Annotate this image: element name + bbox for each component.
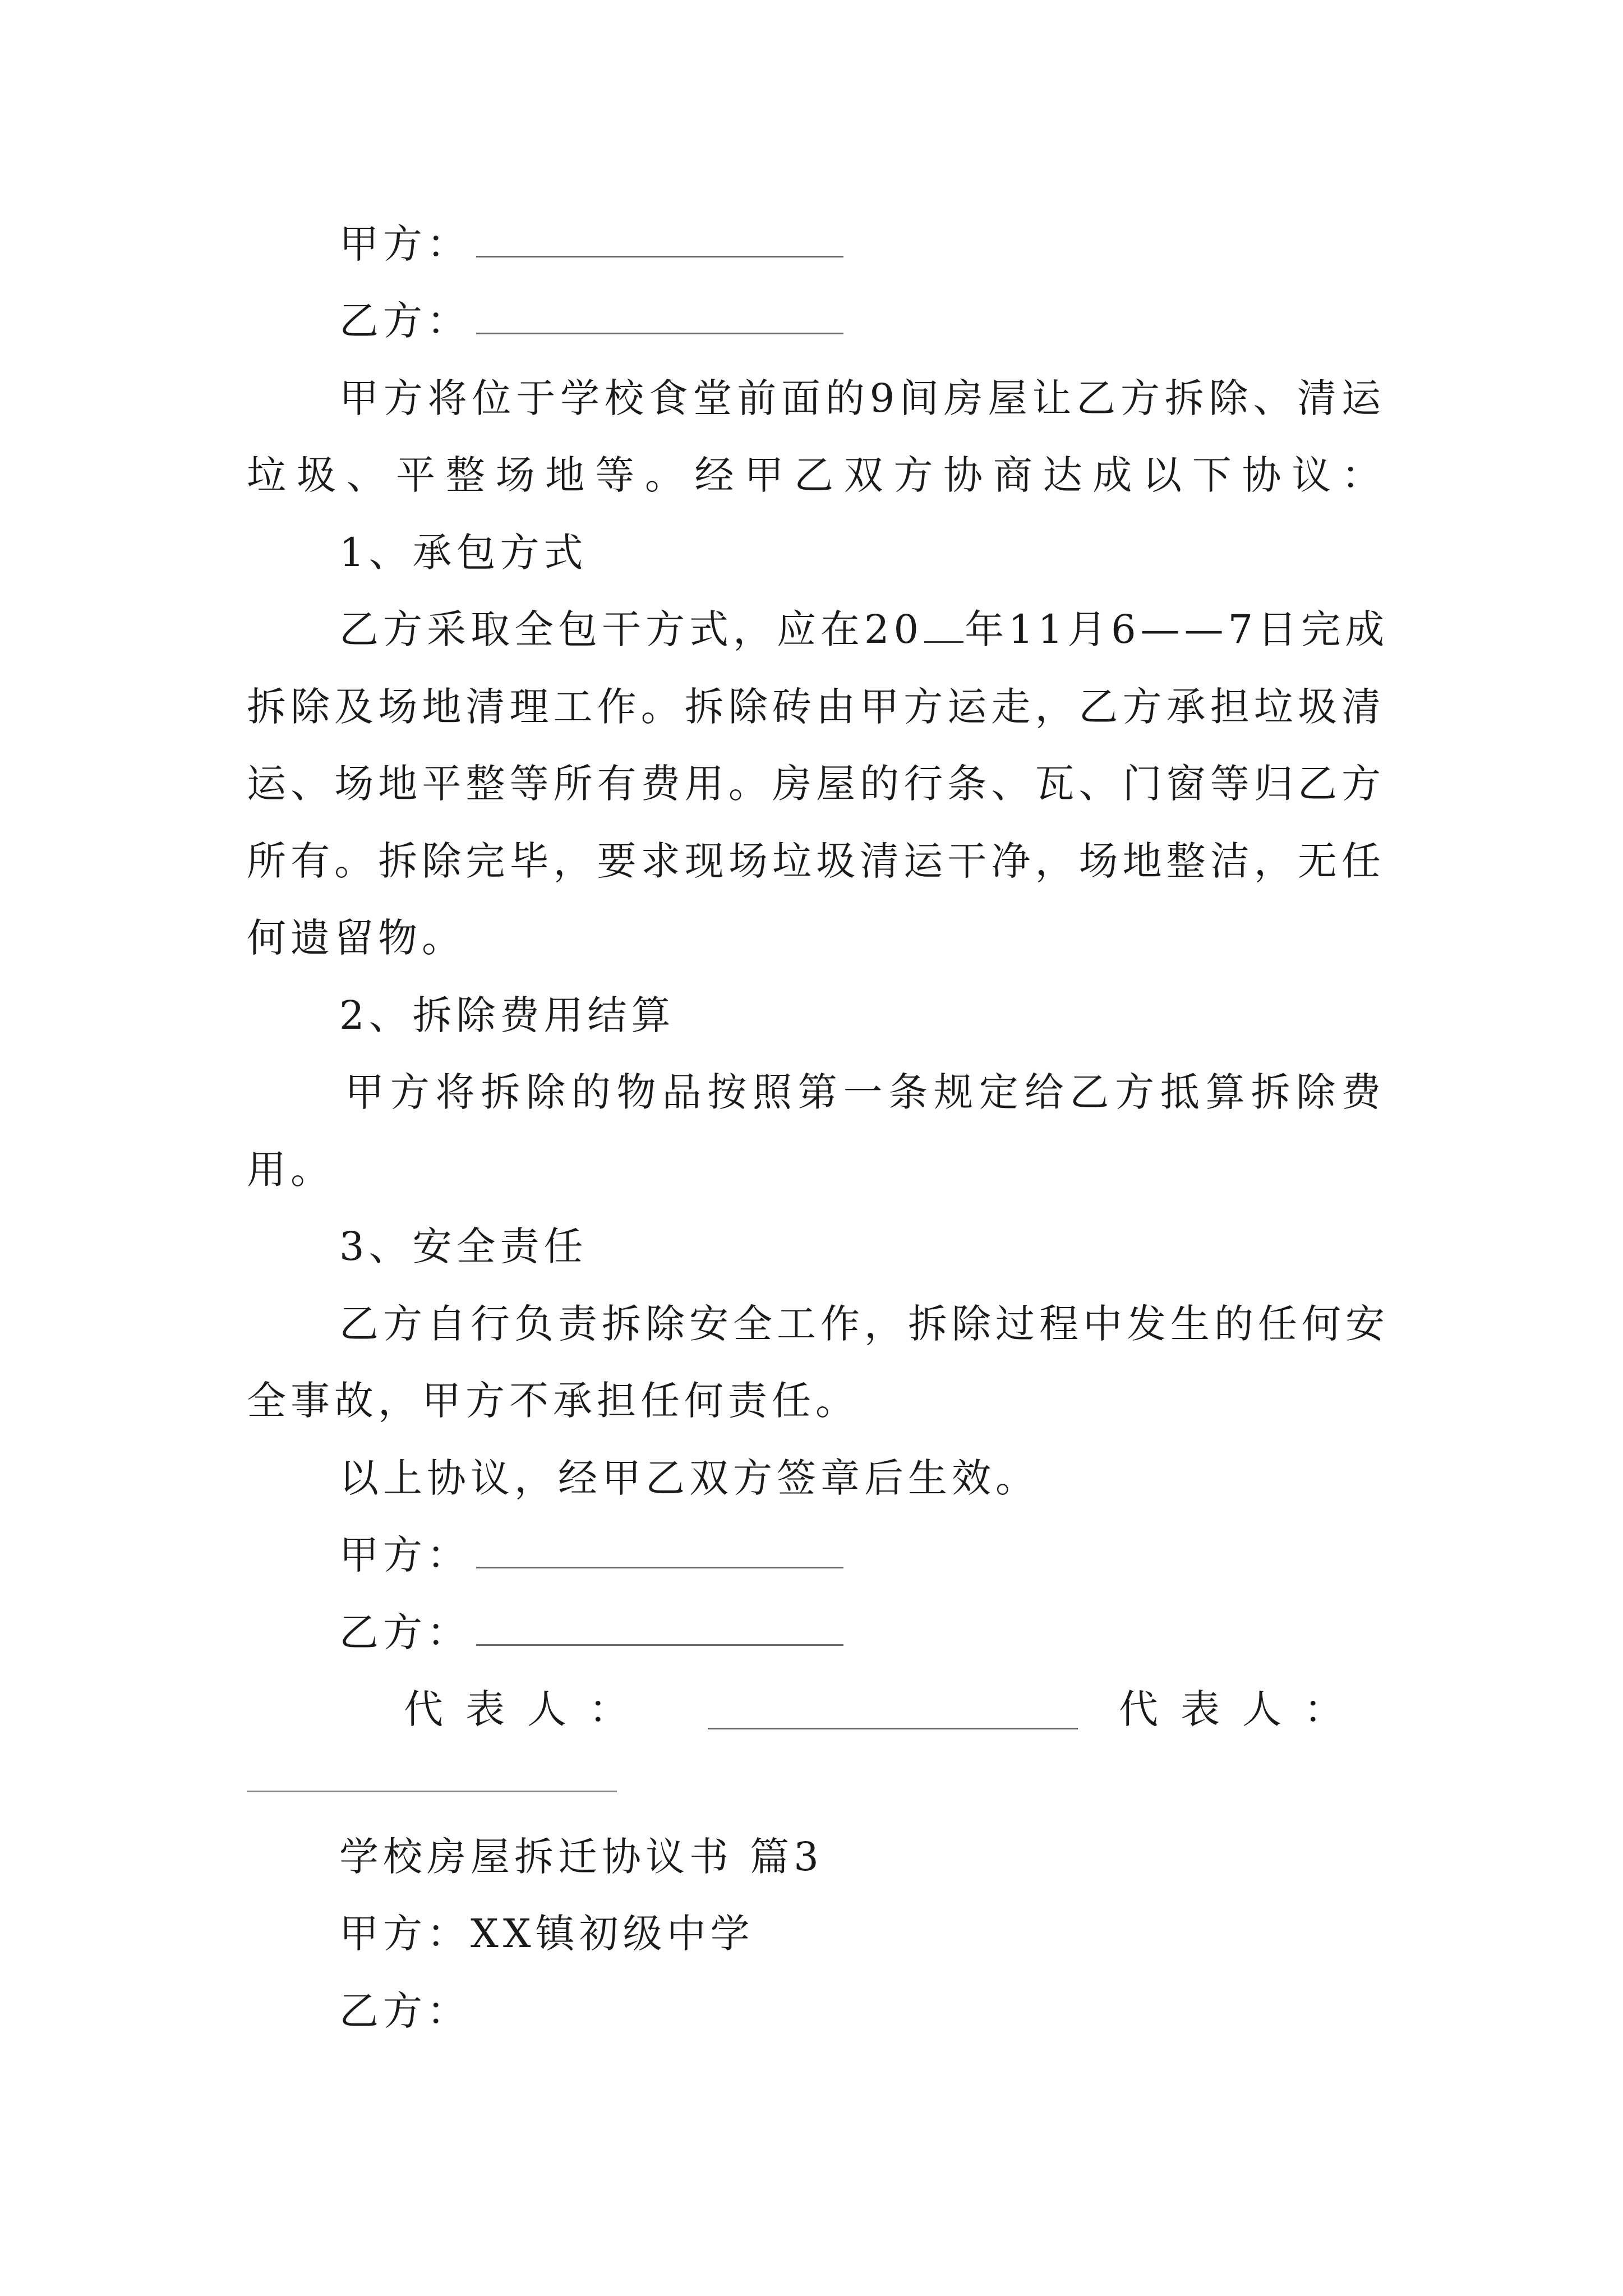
rep-label-a — [404, 1670, 651, 1749]
section3-line-1: 乙方自行负责拆除安全工作，拆除过程中发生的任何安 — [339, 1301, 1389, 1347]
section1-line-1-pre: 乙方采取全包干方式，应在20 — [339, 606, 924, 652]
section1-line-2: 拆除及场地清理工作。拆除砖由甲方运走，乙方承担垃圾清 — [247, 684, 1385, 730]
sign-bottom-party-a-label: 甲方： — [339, 1532, 471, 1578]
sign-top-party-b-label: 乙方： — [339, 298, 471, 344]
sign-top-party-a-blank — [476, 228, 843, 257]
sign-top-party-b — [339, 282, 843, 360]
next-doc-title: 学校房屋拆迁协议书 篇3 — [339, 1834, 823, 1880]
sign-bottom-party-b — [339, 1593, 843, 1672]
rep-label-b — [1119, 1670, 1343, 1749]
sign-top-party-a — [339, 205, 843, 283]
year-blank — [924, 610, 963, 643]
next-doc-party-a: 甲方：XX镇初级中学 — [339, 1911, 754, 1957]
section2-line-1: 甲方将拆除的物品按照第一条规定给乙方抵算拆除费 — [345, 1069, 1385, 1115]
section3-line-2: 全事故，甲方不承担任何责任。 — [247, 1378, 859, 1424]
rep-a-char-4: ： — [589, 1686, 628, 1732]
rep-b-char-1: 代 — [1119, 1686, 1158, 1732]
rep-b-char-2: 表 — [1181, 1686, 1220, 1732]
section2-line-2: 用。 — [247, 1147, 334, 1193]
closing-statement: 以上协议，经甲乙双方签章后生效。 — [339, 1455, 1039, 1501]
section1-line-5: 何遗留物。 — [247, 915, 465, 961]
rep-a-char-2: 表 — [465, 1686, 505, 1732]
sign-bottom-party-b-blank — [476, 1616, 843, 1646]
intro-line-2: 垃圾、平整场地等。经甲乙双方协商达成以下协议： — [247, 452, 1385, 498]
rep-b-char-3: 人 — [1242, 1686, 1281, 1732]
intro-line-1: 甲方将位于学校食堂前面的9间房屋让乙方拆除、清运 — [339, 375, 1385, 421]
rep-b-char-4: ： — [1304, 1686, 1343, 1732]
rep-a-blank — [708, 1728, 1078, 1729]
separator-line — [247, 1791, 617, 1792]
rep-a-char-1: 代 — [404, 1686, 443, 1732]
section1-heading: 1、承包方式 — [339, 530, 588, 576]
sign-top-party-b-blank — [476, 305, 843, 334]
sign-bottom-party-b-label: 乙方： — [339, 1609, 471, 1655]
section2-heading: 2、拆除费用结算 — [339, 992, 675, 1038]
next-doc-party-b: 乙方： — [339, 1988, 471, 2034]
section1-line-1-post: 年11月6——7日完成 — [965, 606, 1389, 652]
section3-heading: 3、安全责任 — [339, 1223, 588, 1269]
section1-line-3: 运、场地平整等所有费用。房屋的行条、瓦、门窗等归乙方 — [247, 761, 1385, 807]
section1-line-1 — [339, 590, 1389, 669]
sign-top-party-a-label: 甲方： — [339, 221, 471, 267]
rep-a-char-3: 人 — [527, 1686, 566, 1732]
section1-line-4: 所有。拆除完毕，要求现场垃圾清运干净，场地整洁，无任 — [247, 838, 1385, 884]
sign-bottom-party-a — [339, 1516, 843, 1594]
sign-bottom-party-a-blank — [476, 1539, 843, 1568]
